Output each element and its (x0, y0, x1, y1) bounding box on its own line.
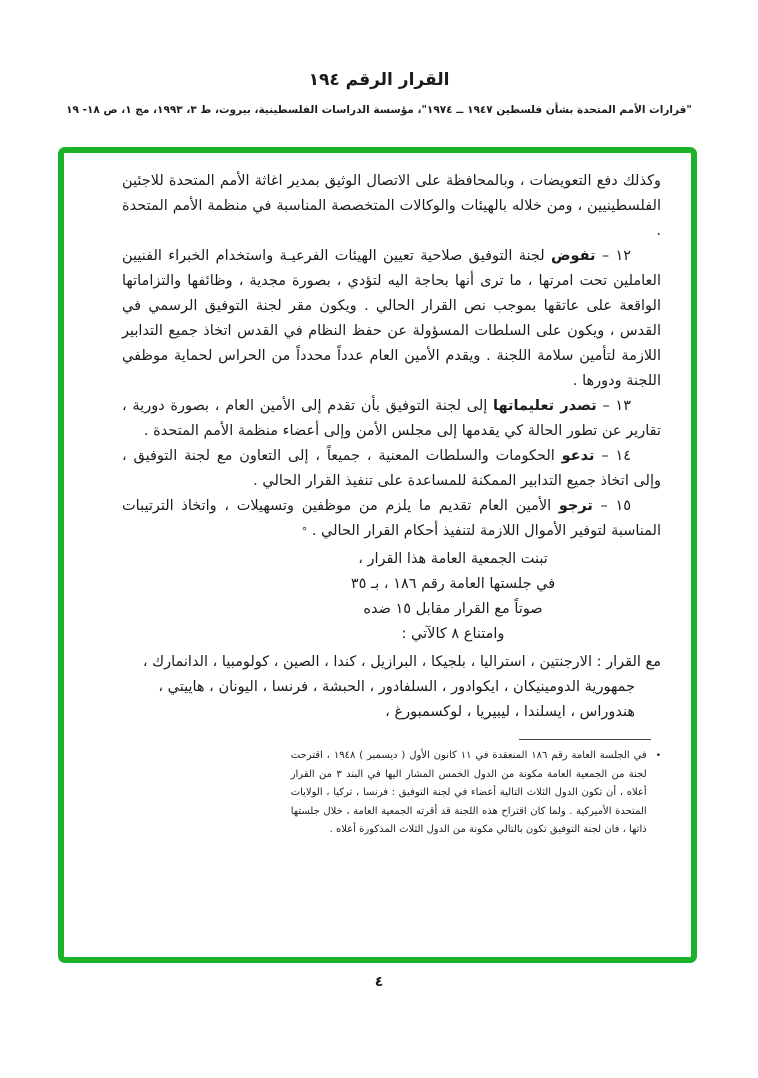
clause-15-lead: ترجو (558, 498, 593, 514)
footnote-reference-marker: ° (301, 525, 308, 538)
adoption-block (303, 547, 603, 647)
clause-14-text: الحكومات والسلطات المعنية ، جميعاً ، إلى التعاون مع لجنة التوفيق ، وإلى اتخاذ جميع التدابير الممكنة للمساعدة على تنفيذ القرار الحالي . (122, 448, 661, 489)
clause-12 (122, 244, 661, 394)
vote-countries: الارجنتين ، استراليا ، بلجيكا ، البرازيل ، كندا ، الصين ، كولومبيا ، الدانمارك ، جمهورية الدومينيكان ، ايكوادور ، السلفادور ، الحبشة ، فرنسا ، اليونان ، هاييتي ، هندوراس ، ايسلندا ، ليبيريا ، لوكسمبورغ ، (142, 654, 635, 720)
footnote-text: في الجلسة العامة رقم ١٨٦ المنعقدة في ١١ كانون الأول ( ديسمبر ) ١٩٤٨ ، اقترحت لجنة من الجمعية العامة مكونة من الدول الخمس المشار اليها في البند ٣ من القرار أعلاه ، أن تكون الدول الثلاث التالية أعضاء في لجنة التوفيق : فرنسا ، تركيا ، الولايات المتحدة الأميركية . ولما كان اقتراح هذه اللجنة قد أقرته الجمعية العامة ، خلال جلستها ذاتها ، فان لجنة التوفيق تكون بالتالي مكونة من الدول الثلاث المذكورة أعلاه . (290, 750, 647, 835)
clause-12-lead: تفوض (551, 248, 596, 264)
page-number: ٤ (374, 974, 384, 990)
document-body (64, 153, 691, 840)
adoption-line: صوتاً مع القرار مقابل ١٥ ضده (363, 601, 543, 617)
clause-14-lead: تدعو (561, 448, 595, 464)
document-frame (58, 147, 697, 963)
clause-15-text: الأمين العام تقديم ما يلزم من موظفين وتسهيلات ، واتخاذ الترتيبات المناسبة لتوفير الأموال اللازمة لتنفيذ أحكام القرار الحالي . (122, 498, 661, 539)
citation-line: "قرارات الأمم المتحدة بشأن فلسطين ١٩٤٧ ــ ١٩٧٤"، مؤسسة الدراسات الفلسطينية، بيروت، ط ٣، ١٩٩٣، مج ١، ص ١٨- ١٩ (66, 104, 692, 116)
vote-paragraph (123, 650, 661, 725)
clause-15-number: ١٥ – (600, 498, 632, 514)
clause-13-number: ١٣ – (602, 398, 631, 414)
clause-14 (122, 444, 661, 494)
footnote-bullet-icon: • (655, 751, 661, 761)
clause-13-lead: تصدر تعليماتها (493, 398, 597, 414)
clause-14-number: ١٤ – (601, 448, 632, 464)
footnote-separator (519, 739, 651, 740)
intro-paragraph: وكذلك دفع التعويضات ، وبالمحافظة على الاتصال الوثيق بمدير اغاثة الأمم المتحدة للاجئين الفلسطينيين ، ومن خلاله بالهيئات والوكالات المتخصصة المناسبة في منظمة الأمم المتحدة . (122, 173, 661, 239)
clause-13-text: إلى لجنة التوفيق بأن تقدم إلى الأمين العام ، بصورة دورية ، تقارير عن تطور الحالة كي يقدمها إلى مجلس الأمن وإلى أعضاء منظمة الأمم المتحدة . (122, 398, 661, 439)
clause-15 (122, 494, 661, 544)
clause-12-text: لجنة التوفيق صلاحية تعيين الهيئات الفرعيـة واستخدام الخبراء الفنيين العاملين تحت امرتها ، ما ترى أنها بحاجة اليه لتؤدي ، بصورة مجدية ، وظائفها والتزاماتها الواقعة على عاتقها بموجب نص القرار الحالي . ويكون مقر لجنة التوفيق الرسمي في القدس ، ويكون على السلطات المسؤولة عن حفظ النظام في القدس اتخاذ جميع التدابير اللازمة لتأمين سلامة اللجنة . ويقدم الأمين العام عدداً محدداً من الحراس لحماية موظفي اللجنة ودورها . (122, 248, 661, 389)
vote-label: مع القرار : (596, 654, 661, 670)
clause-12-number: ١٢ – (601, 248, 632, 264)
clause-13 (122, 394, 661, 444)
adoption-line: في جلستها العامة رقم ١٨٦ ، بـ ٣٥ (350, 576, 556, 592)
adoption-line: وامتناع ٨ كالآتي : (401, 626, 505, 642)
adoption-line: تبنت الجمعية العامة هذا القرار ، (358, 551, 548, 567)
footnote (122, 747, 661, 840)
page-title: القرار الرقم ١٩٤ (308, 70, 450, 90)
